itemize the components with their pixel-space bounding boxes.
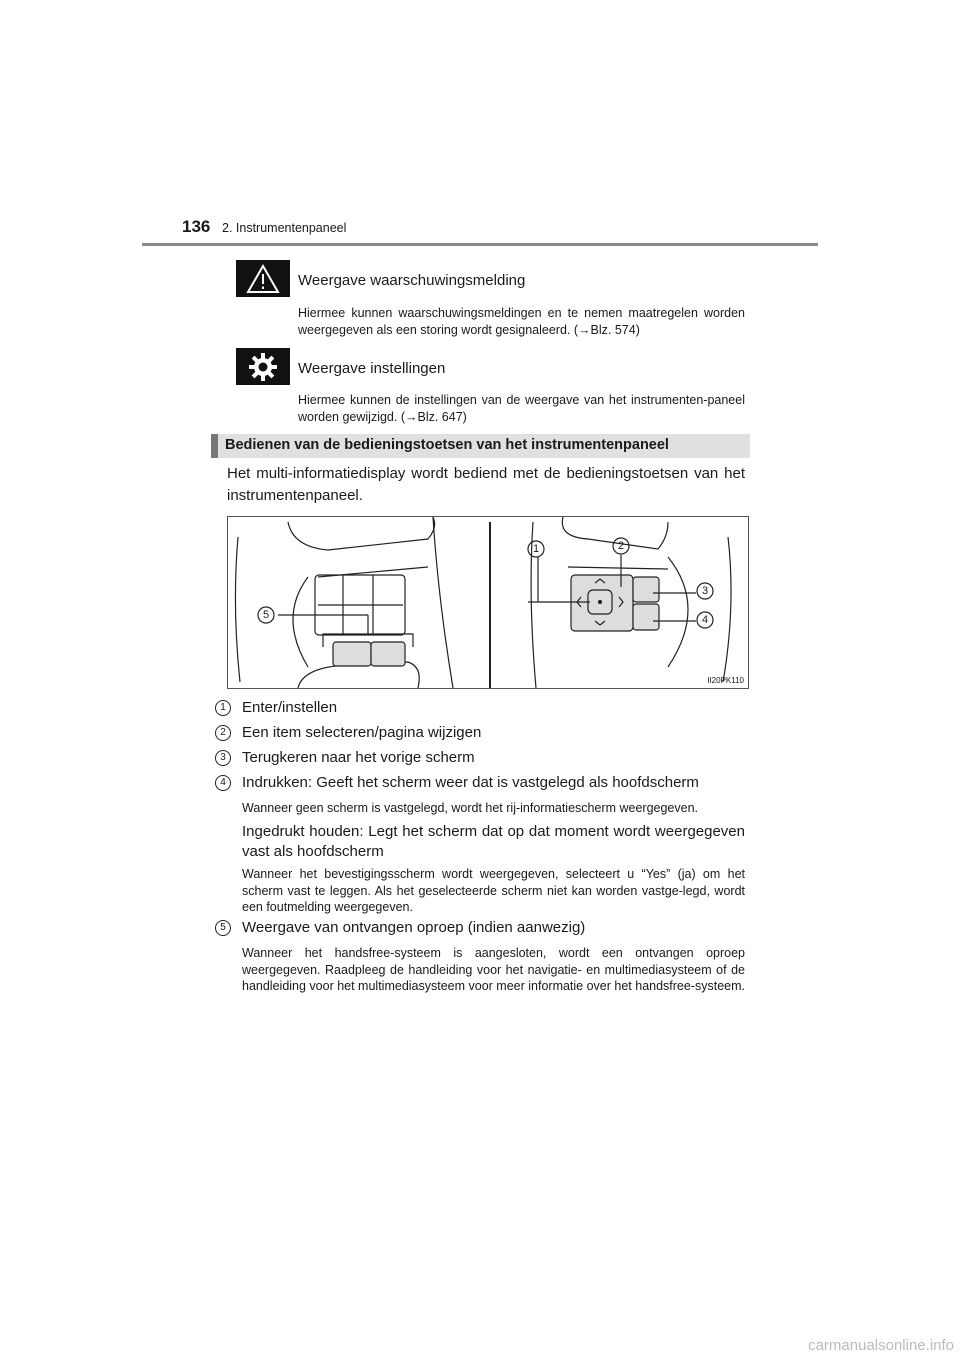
section-header: 2. Instrumentenpaneel (222, 221, 347, 235)
callout-3: 3 (701, 585, 709, 597)
header-rule (142, 243, 818, 246)
icon-title: Weergave instellingen (298, 360, 446, 377)
callout-5: 5 (262, 609, 270, 621)
watermark: carmanualsonline.info (808, 1337, 954, 1354)
item-number: 2 (215, 725, 231, 741)
section-heading-text: Bedienen van de bedieningstoetsen van het instrumentenpaneel (225, 437, 669, 453)
callout-4: 4 (701, 614, 709, 626)
callout-1: 1 (532, 543, 540, 555)
item-number: 5 (215, 920, 231, 936)
item-number: 4 (215, 775, 231, 791)
section-heading (211, 434, 750, 458)
figure-code: II20PK110 (707, 676, 744, 685)
item-subtext: Ingedrukt houden: Legt het scherm dat op dat moment wordt weergegeven vast als hoofdscherm (242, 823, 745, 860)
warning-triangle-icon (236, 260, 290, 297)
item-note: Wanneer het bevestigingsscherm wordt weergegeven, selecteert u “Yes” (ja) om het scherm vast te leggen. Als het geselecteerde scherm niet kan worden vastge-legd, wordt een foutmelding weergegeven. (242, 867, 745, 914)
steering-switch-figure (227, 516, 749, 689)
item-note: Wanneer geen scherm is vastgelegd, wordt het rij-informatiescherm weergegeven. (242, 801, 698, 815)
item-text: Indrukken: Geeft het scherm weer dat is vastgelegd als hoofdscherm (242, 774, 699, 791)
icon-description: Hiermee kunnen waarschuwingsmeldingen en te nemen maatregelen worden weergegeven als een storing wordt gesignaleerd. (→Blz. 574) (298, 306, 745, 337)
item-number: 3 (215, 750, 231, 766)
page-number: 136 (182, 217, 211, 236)
item-note: Wanneer het handsfree-systeem is aangesloten, wordt een ontvangen oproep weergegeven. Raadpleeg de handleiding voor het navigatie- en multimediasysteem of de handleiding voor het multimediasysteem voor meer informatie over het handsfree-systeem. (242, 946, 746, 993)
icon-description: Hiermee kunnen de instellingen van de weergave van het instrumenten-paneel worden gewijzigd. (→Blz. 647) (298, 393, 745, 424)
gear-icon (236, 348, 290, 385)
icon-title: Weergave waarschuwingsmelding (298, 272, 526, 289)
item-number: 1 (215, 700, 231, 716)
item-text: Weergave van ontvangen oproep (indien aanwezig) (242, 919, 586, 936)
item-text: Terugkeren naar het vorige scherm (242, 749, 475, 766)
item-text: Een item selecteren/pagina wijzigen (242, 724, 482, 741)
callout-2: 2 (617, 540, 625, 552)
item-text: Enter/instellen (242, 699, 338, 716)
intro-paragraph: Het multi-informatiedisplay wordt bediend met de bedieningstoetsen van het instrumentenpaneel. (227, 465, 745, 504)
